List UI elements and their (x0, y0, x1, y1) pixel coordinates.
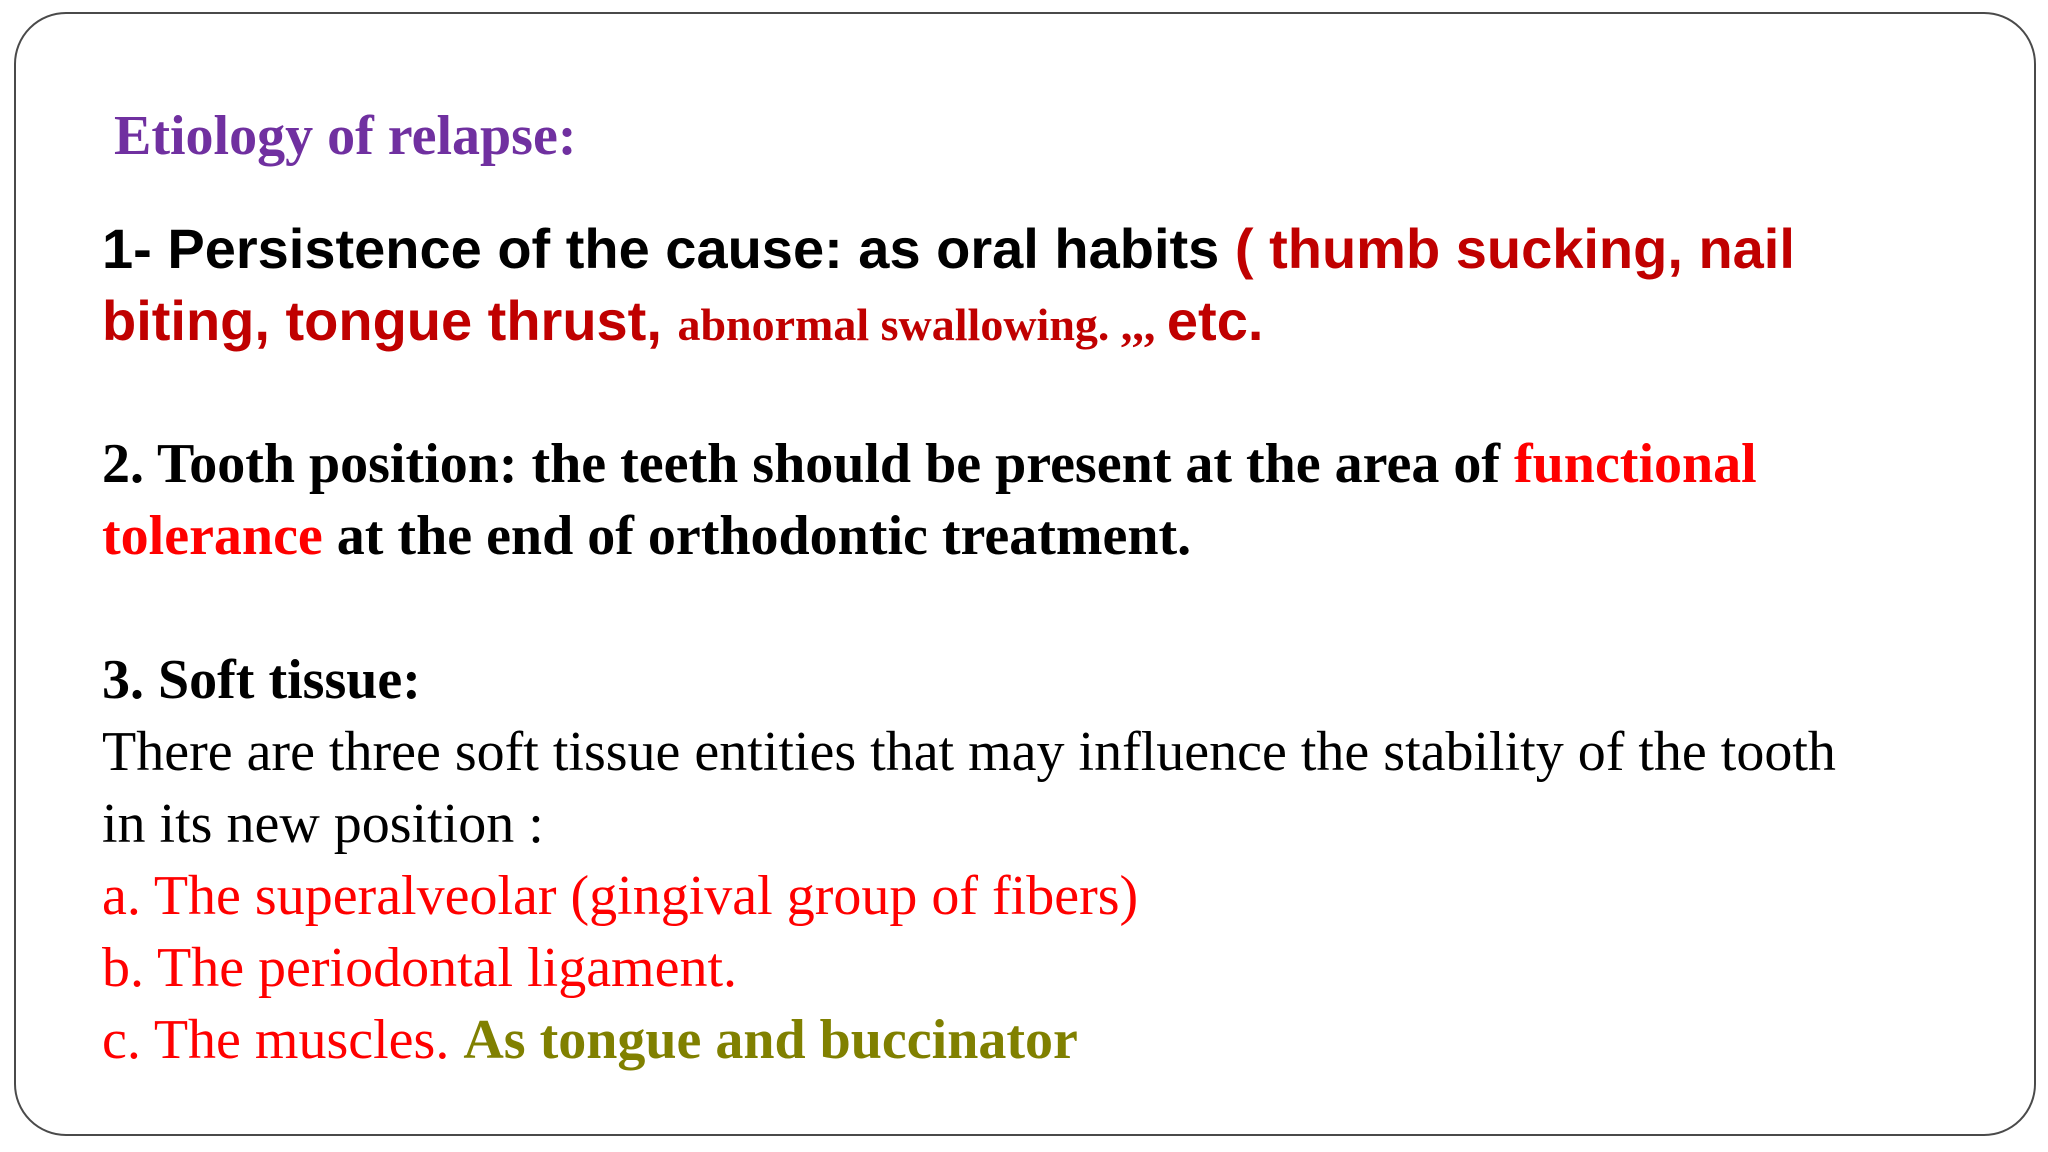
item1-habits-text: ( thumb sucking, nail (1234, 217, 1795, 280)
item2-tolerance-text: tolerance (102, 505, 323, 567)
item2-position-text: 2. Tooth position: the teeth should be present at the area of (102, 433, 1515, 495)
item1-cause-text: 1- Persistence of the cause: as oral habits (102, 217, 1235, 280)
item1-etc-text: etc. (1166, 289, 1264, 352)
item1-line1 (102, 216, 1795, 281)
item3-heading: 3. Soft tissue: (102, 649, 421, 711)
item3-muscles-text: c. The muscles. (102, 1009, 464, 1071)
item3-sub-c (102, 1008, 1078, 1072)
item2-line2 (102, 504, 1191, 568)
slide-title: Etiology of relapse: (114, 105, 577, 167)
item1-swallowing-text: abnormal swallowing. ,,, (677, 299, 1167, 350)
item2-end-text: at the end of orthodontic treatment. (322, 505, 1192, 567)
item1-habits-cont: biting, tongue thrust, (102, 289, 678, 352)
item3-desc-line2: in its new position : (102, 793, 544, 855)
item2-functional-text: functional (1514, 433, 1757, 495)
item3-sub-b: b. The periodontal ligament. (102, 937, 738, 999)
item2-line1 (102, 432, 1757, 496)
item3-sub-a: a. The superalveolar (gingival group of fibers) (102, 865, 1139, 927)
item3-muscles-note: As tongue and buccinator (463, 1009, 1078, 1071)
item1-line2 (102, 288, 1263, 353)
item3-desc-line1: There are three soft tissue entities that may influence the stability of the tooth (102, 721, 1836, 783)
